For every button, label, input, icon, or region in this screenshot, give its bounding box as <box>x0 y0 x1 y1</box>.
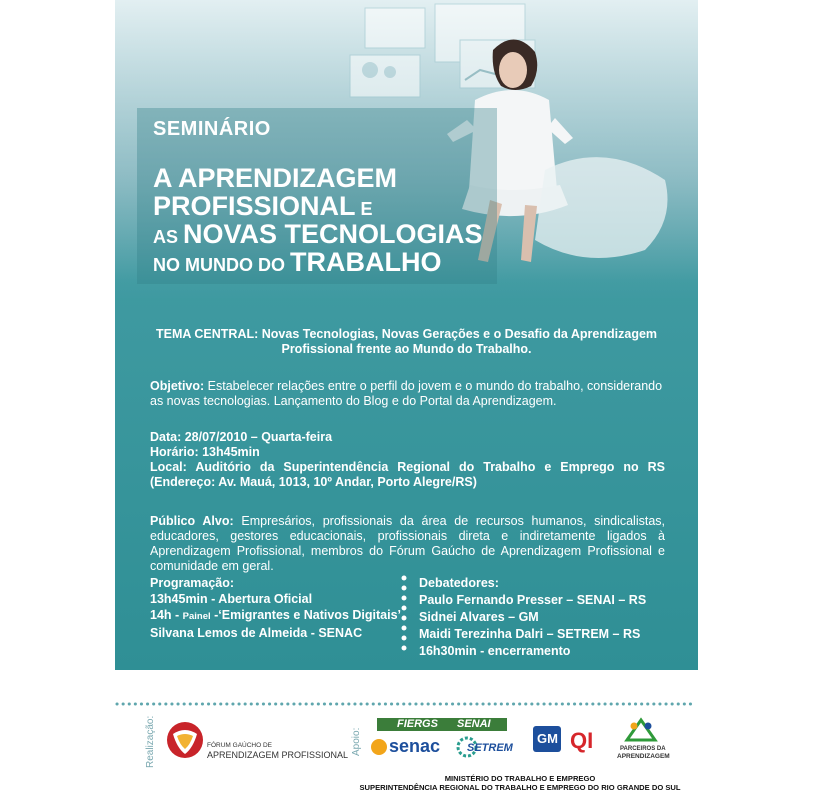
footer <box>115 708 698 792</box>
parceiros-icon <box>623 716 659 744</box>
title-line-4 <box>153 248 441 279</box>
objective-label: Objetivo: <box>150 379 205 393</box>
dotted-divider <box>400 574 408 660</box>
title-line-1-main: A APRENDIZAGEM <box>153 163 398 193</box>
senai-text: SENAI <box>457 718 491 730</box>
poster <box>115 0 698 670</box>
gm-text: GM <box>537 731 558 746</box>
title-line-4-main: TRABALHO <box>290 247 442 277</box>
event-location: Local: Auditório da Superintendência Regional do Trabalho e Emprego no RS (Endereço: Av. Mauá, 1013, 10º Andar, Porto Alegre/RS) <box>150 460 665 489</box>
senac-text: senac <box>389 736 441 756</box>
debater-item: Sidnei Alvares – GM <box>419 610 539 624</box>
theme-text: Novas Tecnologias, Novas Gerações e o Desafio da Aprendizagem Profissional frente ao Mundo do Trabalho. <box>258 327 658 356</box>
title-line-3-prefix: AS <box>153 227 184 247</box>
realizacao-label: Realização: <box>145 715 156 768</box>
apoio-label: Apoio: <box>351 727 362 756</box>
title-line-1 <box>153 164 397 192</box>
seminar-label: SEMINÁRIO <box>153 118 271 140</box>
gm-logo <box>533 726 561 752</box>
objective <box>150 379 665 409</box>
program-heading: Programação: <box>150 576 235 590</box>
qi-logo: QI <box>570 728 594 753</box>
title-line-3-main: NOVAS TECNOLOGIAS <box>183 219 483 249</box>
title-line-2-main: PROFISSIONAL <box>153 191 356 221</box>
program-item-2-time: 14h - <box>150 608 183 622</box>
dotted-separator <box>115 702 698 706</box>
parceiros-text-2: APRENDIZAGEM <box>617 753 670 760</box>
parceiros-text-1: PARCEIROS DA <box>620 746 666 752</box>
setrem-text: SETREM <box>467 742 513 754</box>
forum-text-2: APRENDIZAGEM PROFISSIONAL <box>207 750 349 760</box>
audience-label: Público Alvo: <box>150 514 234 528</box>
program-item-2 <box>150 607 410 625</box>
event-time: Horário: 13h45min <box>150 445 260 459</box>
closing-item: 16h30min - encerramento <box>419 644 571 658</box>
program-item-3: Silvana Lemos de Almeida - SENAC <box>150 626 363 640</box>
theme-label: TEMA CENTRAL: <box>155 327 259 341</box>
debaters-heading: Debatedores: <box>419 576 499 590</box>
title-line-2-suffix: E <box>355 199 373 219</box>
program-item-1: 13h45min - Abertura Oficial <box>150 592 313 606</box>
ministry-credit <box>355 774 685 792</box>
forum-logo-icon <box>163 720 207 760</box>
debaters <box>419 575 689 660</box>
ministry-line-1: MINISTÉRIO DO TRABALHO E EMPREGO <box>444 774 596 783</box>
event-details <box>150 430 665 490</box>
objective-text: Estabelecer relações entre o perfil do jovem e o mundo do trabalho, considerando as novas tecnologias. Lançamento do Blog e do Portal da Aprendizagem. <box>150 379 663 408</box>
program-item-2-rest: -‘Emigrantes e Nativos Digitais’ <box>210 608 401 622</box>
ministry-line-2: SUPERINTENDÊNCIA REGIONAL DO TRABALHO E EMPREGO DO RIO GRANDE DO SUL <box>359 783 681 792</box>
audience <box>150 514 665 574</box>
debater-item: Paulo Fernando Presser – SENAI – RS <box>419 593 647 607</box>
debater-item: Maidi Terezinha Dalri – SETREM – RS <box>419 627 641 641</box>
fiergs-senai-logo <box>377 718 507 731</box>
program <box>150 575 410 641</box>
senac-icon <box>370 738 388 756</box>
audience-text: Empresários, profissionais da área de recursos humanos, sindicalistas, educadores, gestores educacionais, profissionais direta e indiretamente ligados à Aprendizagem Profissional, membros do Fórum Gaúcho de Aprendizagem Profissional e comunidade em geral. <box>150 514 666 573</box>
fiergs-text: FIERGS <box>397 718 438 730</box>
forum-text-1: FÓRUM GAÚCHO DE <box>207 742 272 749</box>
event-date: Data: 28/07/2010 – Quarta-feira <box>150 430 333 444</box>
program-item-2-small: Painel <box>182 611 211 622</box>
central-theme <box>145 327 668 357</box>
chair <box>535 157 668 258</box>
title-line-4-prefix: NO MUNDO DO <box>153 255 290 275</box>
